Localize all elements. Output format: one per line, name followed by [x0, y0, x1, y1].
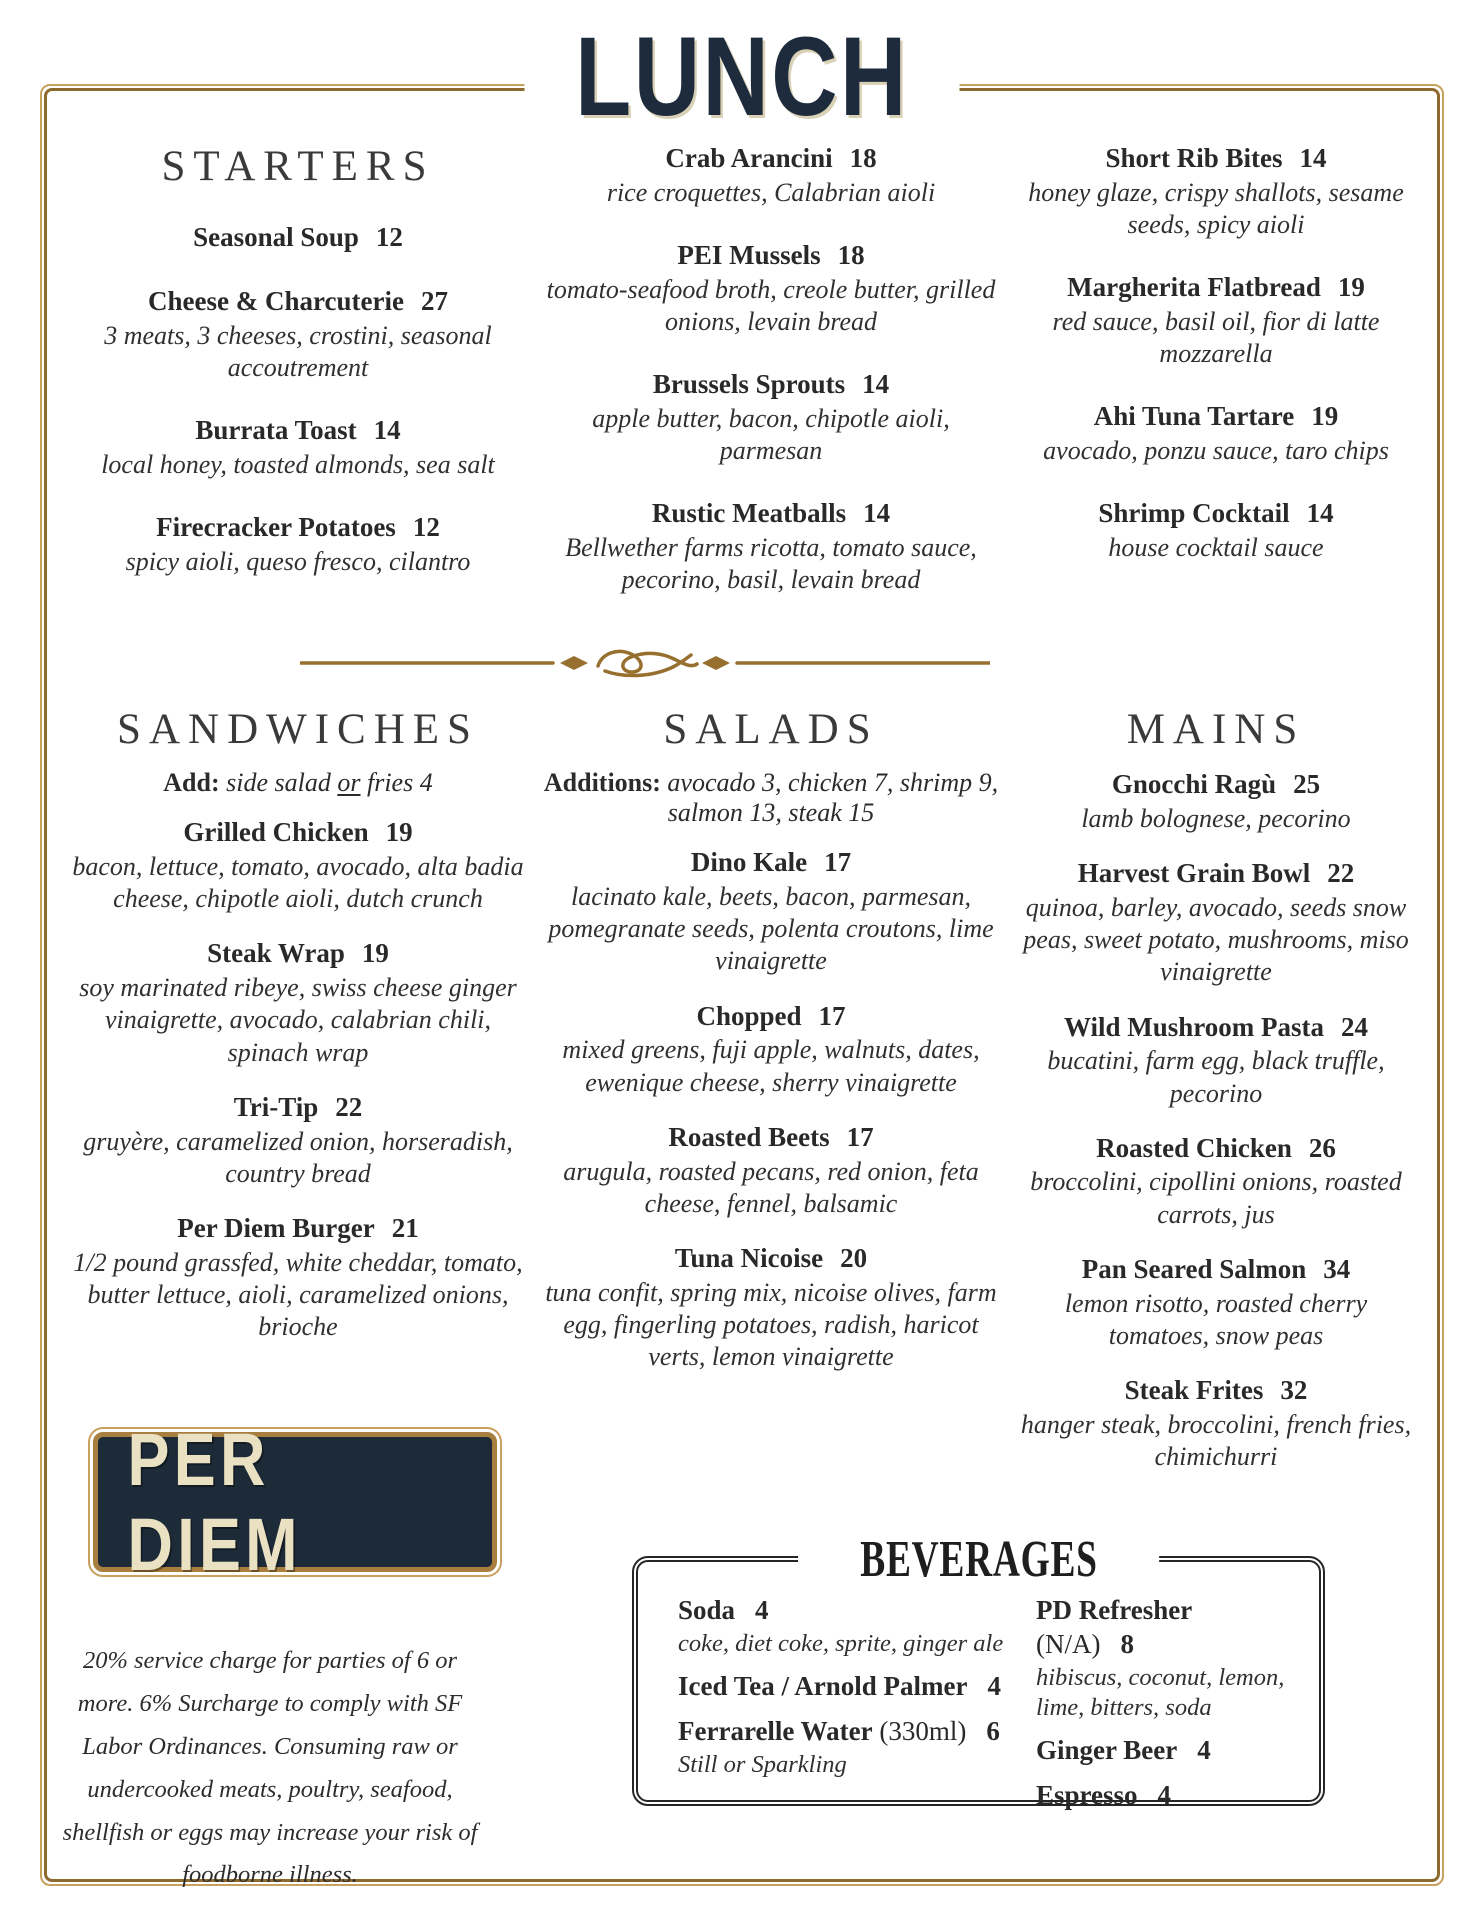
- item-price: 4: [1157, 1780, 1172, 1810]
- item-price: 34: [1323, 1253, 1351, 1284]
- menu-item-title: [1016, 497, 1416, 531]
- item-name: PEI Mussels: [677, 239, 821, 270]
- menu-item: [1016, 400, 1416, 467]
- item-price: 14: [1299, 143, 1327, 173]
- item-name: Harvest Grain Bowl: [1077, 858, 1311, 889]
- item-name: Tuna Nicoise: [674, 1242, 824, 1273]
- add-note-or: or: [337, 768, 361, 798]
- item-price: 4: [755, 1595, 769, 1625]
- main-sections: [40, 705, 1444, 1496]
- item-description: gruyère, caramelized onion, horseradish, country bread: [83, 1126, 513, 1188]
- item-price: 8: [1120, 1628, 1134, 1659]
- item-price: 4: [987, 1671, 1001, 1702]
- section-header-salads: SALADS: [663, 705, 879, 753]
- menu-item-title: [1036, 1779, 1293, 1813]
- item-name: Espresso: [1036, 1780, 1138, 1810]
- menu-item: [70, 937, 526, 1068]
- menu-item: [70, 221, 526, 255]
- item-price: 19: [1311, 401, 1339, 432]
- menu-item-title: [70, 1212, 526, 1246]
- starters-items-3: [1016, 142, 1416, 564]
- menu-item: [541, 1121, 1001, 1220]
- item-price: 18: [849, 143, 877, 173]
- item-name: Dino Kale: [690, 847, 808, 878]
- menu-item-title: [1036, 1594, 1293, 1662]
- item-name: Burrata Toast: [195, 415, 357, 446]
- menu-item: [70, 414, 526, 481]
- menu-item-title: [70, 285, 526, 319]
- item-description: bacon, lettuce, tomato, avocado, alta badia cheese, chipotle aioli, dutch crunch: [72, 851, 524, 914]
- item-name: Ferrarelle Water: [678, 1715, 873, 1746]
- item-description: quinoa, barley, avocado, seeds snow peas, sweet potato, mushrooms, miso vinaigrette: [1023, 892, 1409, 987]
- menu-item: [541, 368, 1001, 467]
- item-price: 27: [420, 286, 448, 317]
- item-name: Pan Seared Salmon: [1081, 1253, 1307, 1284]
- item-name: Brussels Sprouts: [652, 369, 846, 400]
- brand-logo: [93, 1418, 497, 1586]
- item-description: hanger steak, broccolini, french fries, chimichurri: [1020, 1409, 1412, 1472]
- item-description: Still or Sparkling: [678, 1750, 847, 1778]
- menu-item: [70, 285, 526, 384]
- item-name: Grilled Chicken: [183, 817, 369, 848]
- item-description: house cocktail sauce: [1108, 533, 1324, 563]
- add-note-post: fries 4: [360, 768, 433, 798]
- add-note-pre: side salad: [226, 768, 338, 798]
- item-name: Ginger Beer: [1036, 1735, 1178, 1766]
- beverages-header: [798, 1531, 1160, 1588]
- item-price: 17: [818, 1000, 846, 1031]
- menu-item: [1036, 1779, 1293, 1813]
- starters-column-2: [541, 142, 1001, 627]
- item-description: hibiscus, coconut, lemon, lime, bitters, soda: [1036, 1663, 1285, 1721]
- menu-item-title: [1016, 271, 1416, 305]
- salads-items: [541, 846, 1001, 1373]
- item-description: avocado, ponzu sauce, taro chips: [1043, 436, 1389, 466]
- item-price: 25: [1293, 769, 1321, 800]
- item-description: lamb bolognese, pecorino: [1081, 803, 1351, 833]
- item-description: tuna confit, spring mix, nicoise olives, farm egg, fingerling potatoes, radish, haricot verts, lemon vinaigrette: [545, 1277, 997, 1372]
- item-description: arugula, roasted pecans, red onion, feta cheese, fennel, balsamic: [563, 1156, 979, 1218]
- item-name: Iced Tea / Arnold Palmer: [678, 1671, 968, 1702]
- item-price: 14: [373, 415, 401, 446]
- item-price: 14: [1306, 498, 1334, 529]
- item-name: Soda: [678, 1595, 736, 1625]
- menu-item: [70, 1212, 526, 1343]
- item-name: Short Rib Bites: [1105, 143, 1283, 173]
- menu-item: [678, 1715, 1036, 1780]
- divider-ornament: [300, 641, 990, 685]
- page-title-text: LUNCH: [575, 14, 909, 139]
- section-header-starters: STARTERS: [161, 143, 435, 190]
- item-description: local honey, toasted almonds, sea salt: [101, 450, 495, 480]
- menu-item-title: [541, 497, 1001, 531]
- item-description: apple butter, bacon, chipotle aioli, parmesan: [592, 403, 950, 466]
- item-name: Firecracker Potatoes: [156, 512, 396, 543]
- starters-column: [70, 142, 526, 627]
- page-title: [525, 14, 960, 139]
- menu-item: [541, 1242, 1001, 1373]
- menu-item: [541, 497, 1001, 596]
- footer-disclaimer: 20% service charge for parties of 6 or more. 6% Surcharge to comply with SF Labor Ordinances. Consuming raw or undercooked meats, poultry, seafood, shellfish or eggs may increase your risk of foodborne illness.: [62, 1647, 478, 1889]
- beverages-box: [632, 1531, 1325, 1810]
- menu-item-title: [70, 816, 526, 850]
- additions-note-text: avocado 3, chicken 7, shrimp 9, salmon 13, steak 15: [667, 768, 999, 828]
- sandwiches-column: [70, 705, 526, 1496]
- menu-item: [1016, 142, 1416, 241]
- item-suffix: (330ml): [872, 1715, 967, 1746]
- item-price: 14: [862, 369, 890, 400]
- item-price: 14: [863, 498, 891, 529]
- item-price: 19: [1337, 272, 1365, 303]
- menu-item-title: [678, 1715, 1036, 1749]
- menu-item: [1016, 857, 1416, 988]
- item-description: Bellwether farms ricotta, tomato sauce, pecorino, basil, levain bread: [565, 533, 977, 595]
- item-name: Chopped: [696, 1000, 802, 1031]
- menu-item: [1016, 768, 1416, 835]
- item-price: 19: [361, 938, 389, 969]
- menu-item-title: [1016, 142, 1416, 176]
- item-name: Gnocchi Ragù: [1111, 769, 1277, 800]
- menu-item-title: [70, 1091, 526, 1125]
- item-description: lemon risotto, roasted cherry tomatoes, snow peas: [1064, 1288, 1368, 1350]
- menu-content: [40, 84, 1444, 1495]
- item-price: 17: [846, 1121, 874, 1152]
- item-description: tomato-seafood broth, creole butter, grilled onions, levain bread: [546, 274, 996, 336]
- menu-item-title: [1016, 1011, 1416, 1045]
- section-header-mains: MAINS: [1126, 705, 1306, 753]
- item-description: honey glaze, crispy shallots, sesame seeds, spicy aioli: [1028, 177, 1404, 239]
- item-description: 1/2 pound grassfed, white cheddar, tomato, butter lettuce, aioli, caramelized onions, brioche: [73, 1247, 523, 1342]
- starters-column-3: [1016, 142, 1416, 627]
- item-price: 26: [1308, 1132, 1336, 1163]
- item-description: lacinato kale, beets, bacon, parmesan, pomegranate seeds, polenta croutons, lime vinaigrette: [548, 881, 994, 976]
- beverages-column-1: [678, 1594, 1036, 1824]
- item-name: Seasonal Soup: [193, 222, 359, 253]
- menu-item-title: [1016, 857, 1416, 891]
- item-price: 22: [1327, 858, 1355, 889]
- item-name: Tri-Tip: [233, 1091, 319, 1122]
- menu-item: [541, 1000, 1001, 1099]
- item-description: mixed greens, fuji apple, walnuts, dates, ewenique cheese, sherry vinaigrette: [562, 1035, 980, 1097]
- menu-item-title: [70, 937, 526, 971]
- menu-item: [1016, 1253, 1416, 1352]
- menu-item: [541, 239, 1001, 338]
- mains-column: [1016, 705, 1416, 1496]
- salads-additions-note: [541, 768, 1001, 828]
- menu-item-title: [1036, 1734, 1293, 1768]
- menu-item: [70, 511, 526, 578]
- menu-item-title: [70, 511, 526, 545]
- menu-item-title: [541, 142, 1001, 176]
- starters-section: [40, 142, 1444, 627]
- item-price: 20: [840, 1242, 868, 1273]
- item-name: Ahi Tuna Tartare: [1093, 401, 1295, 432]
- menu-item: [541, 142, 1001, 209]
- beverages-columns: [638, 1562, 1319, 1824]
- menu-item-title: [1016, 1253, 1416, 1287]
- menu-item-title: [70, 221, 526, 255]
- menu-item-title: [1016, 1374, 1416, 1408]
- item-description: coke, diet coke, sprite, ginger ale: [678, 1629, 1004, 1657]
- menu-item: [678, 1670, 1036, 1704]
- item-price: 19: [385, 817, 413, 848]
- item-description: soy marinated ribeye, swiss cheese ginger vinaigrette, avocado, calabrian chili, spinach wrap: [79, 973, 517, 1067]
- item-price: 6: [986, 1715, 1000, 1746]
- item-price: 18: [837, 239, 865, 270]
- item-price: 22: [335, 1091, 363, 1122]
- starters-items: [70, 221, 526, 578]
- salads-column: [541, 705, 1001, 1496]
- brand-logo-text: PER DIEM: [127, 1418, 302, 1586]
- menu-item-title: [541, 846, 1001, 880]
- item-description: bucatini, farm egg, black truffle, pecorino: [1047, 1046, 1385, 1108]
- item-description: spicy aioli, queso fresco, cilantro: [125, 547, 471, 577]
- menu-item-title: [1016, 400, 1416, 434]
- item-description: broccolini, cipollini onions, roasted carrots, jus: [1030, 1167, 1402, 1229]
- menu-item: [1016, 497, 1416, 564]
- add-note-label: Add:: [163, 768, 220, 798]
- item-price: 4: [1197, 1735, 1211, 1766]
- beverages-column-2: [1036, 1594, 1293, 1824]
- menu-item: [678, 1594, 1036, 1659]
- menu-item-title: [541, 1121, 1001, 1155]
- menu-item-title: [70, 414, 526, 448]
- item-name: Steak Wrap: [207, 938, 345, 969]
- menu-item: [541, 846, 1001, 977]
- sandwiches-add-note: [70, 768, 526, 798]
- item-name: Cheese & Charcuterie: [148, 286, 404, 317]
- item-price: 12: [375, 222, 403, 253]
- menu-item: [70, 1091, 526, 1190]
- mains-items: [1016, 768, 1416, 1473]
- item-description: 3 meats, 3 cheeses, crostini, seasonal accoutrement: [104, 320, 492, 383]
- menu-item-title: [678, 1670, 1036, 1704]
- menu-item: [1016, 1132, 1416, 1231]
- menu-item: [1016, 271, 1416, 370]
- item-name: Steak Frites: [1124, 1375, 1264, 1406]
- menu-item: [1036, 1594, 1293, 1723]
- additions-note-label: Additions:: [543, 768, 661, 798]
- menu-item-title: [678, 1594, 1036, 1628]
- menu-item-title: [541, 239, 1001, 273]
- menu-item-title: [541, 1000, 1001, 1034]
- item-description: rice croquettes, Calabrian aioli: [606, 177, 936, 207]
- menu-item: [1016, 1374, 1416, 1473]
- item-name: Wild Mushroom Pasta: [1063, 1011, 1325, 1042]
- menu-item-title: [1016, 1132, 1416, 1166]
- item-name: Margherita Flatbread: [1067, 272, 1321, 303]
- item-price: 12: [412, 512, 440, 543]
- menu-item-title: [1016, 768, 1416, 802]
- item-name: PD Refresher: [1036, 1595, 1193, 1625]
- menu-item: [1036, 1734, 1293, 1768]
- item-name: Crab Arancini: [665, 143, 833, 173]
- item-description: red sauce, basil oil, fior di latte mozzarella: [1052, 306, 1380, 369]
- item-price: 21: [391, 1212, 419, 1243]
- item-name: Shrimp Cocktail: [1098, 498, 1290, 529]
- item-name: Roasted Chicken: [1096, 1132, 1292, 1163]
- starters-items-2: [541, 142, 1001, 597]
- item-suffix: (N/A): [1036, 1628, 1101, 1659]
- beverages-header-text: BEVERAGES: [859, 1531, 1098, 1588]
- menu-item: [1016, 1011, 1416, 1110]
- sandwiches-items: [70, 816, 526, 1343]
- section-header-sandwiches: SANDWICHES: [117, 705, 479, 753]
- item-price: 32: [1280, 1375, 1308, 1406]
- menu-item-title: [541, 368, 1001, 402]
- item-price: 24: [1341, 1011, 1369, 1042]
- item-price: 17: [824, 847, 852, 878]
- menu-item-title: [541, 1242, 1001, 1276]
- item-name: Rustic Meatballs: [651, 498, 847, 529]
- menu-item: [70, 816, 526, 915]
- item-name: Per Diem Burger: [177, 1212, 375, 1243]
- item-name: Roasted Beets: [668, 1121, 830, 1152]
